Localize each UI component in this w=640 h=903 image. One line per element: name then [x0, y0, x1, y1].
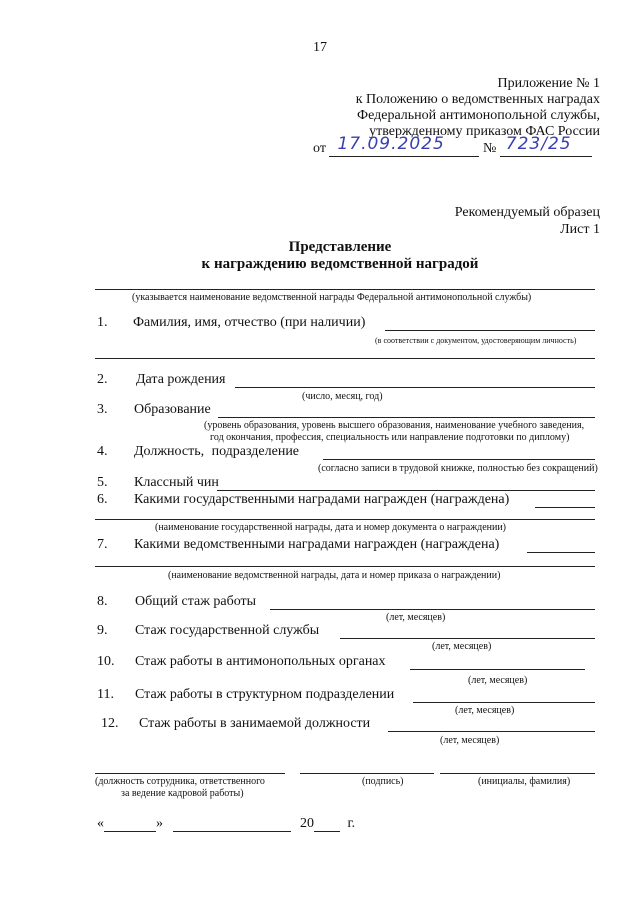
field-1-continuation-line[interactable]	[95, 358, 595, 359]
field-1-input-line[interactable]	[385, 330, 595, 331]
field-6-caption: (наименование государственной награды, дата и номер документа о награждении)	[155, 522, 507, 533]
field-3	[97, 402, 211, 418]
name-signature-line[interactable]	[440, 773, 595, 774]
field-9-caption: (лет, месяцев)	[432, 641, 492, 652]
appendix-date-row	[313, 134, 592, 157]
field-number: 8.	[97, 594, 108, 609]
field-number: 4.	[97, 444, 108, 459]
appendix-line-2: к Положению о ведомственных наградах	[355, 92, 600, 107]
field-7-continuation-line[interactable]	[95, 566, 595, 567]
field-label: Стаж работы в структурном подразделении	[135, 687, 395, 702]
field-label: Какими ведомственными наградами награжден (награждена)	[134, 537, 500, 552]
date-row	[97, 815, 355, 832]
field-label: Должность, подразделение	[134, 444, 300, 459]
handwritten-number: 723/25	[505, 134, 572, 154]
field-4-caption: (согласно записи в трудовой книжке, полностью без сокращений)	[318, 463, 598, 474]
page-number: 17	[313, 40, 327, 55]
date-close-quote: »	[156, 816, 163, 831]
field-8-input-line[interactable]	[270, 609, 595, 610]
sheet-label: Лист 1	[560, 222, 600, 237]
field-label: Общий стаж работы	[135, 594, 257, 609]
field-6-continuation-line[interactable]	[95, 519, 595, 520]
ot-label: от	[313, 141, 326, 156]
field-label: Стаж работы в антимонопольных органах	[135, 654, 386, 669]
field-number: 3.	[97, 402, 108, 417]
field-7	[97, 537, 499, 553]
field-8-caption: (лет, месяцев)	[386, 612, 446, 623]
field-5	[97, 475, 219, 491]
sample-label: Рекомендуемый образец	[454, 205, 600, 220]
field-number: 6.	[97, 492, 108, 507]
field-1-caption: (в соответствии с документом, удостоверяющим личность)	[375, 336, 577, 345]
field-9	[97, 623, 319, 639]
field-3-input-line[interactable]	[218, 417, 595, 418]
field-6	[97, 492, 509, 508]
field-4	[97, 444, 299, 460]
appendix-line-4: утвержденному приказом ФАС России	[369, 124, 600, 139]
field-number: 2.	[97, 372, 108, 387]
field-label: Дата рождения	[136, 372, 226, 387]
field-3-caption-2: год окончания, профессия, специальность или направление подготовки по диплому)	[210, 432, 570, 443]
field-label: Классный чин	[134, 475, 219, 490]
document-title: Представление	[288, 239, 392, 255]
appendix-line-1: Приложение № 1	[497, 76, 600, 91]
field-7-input-line[interactable]	[527, 552, 595, 553]
date-line	[329, 134, 479, 157]
field-2	[97, 372, 226, 388]
field-10-caption: (лет, месяцев)	[468, 675, 528, 686]
appendix-line-3: Федеральной антимонопольной службы,	[357, 108, 600, 123]
field-9-input-line[interactable]	[340, 638, 595, 639]
field-number: 9.	[97, 623, 108, 638]
field-11-caption: (лет, месяцев)	[455, 705, 515, 716]
field-label: Какими государственными наградами награжден (награждена)	[134, 492, 510, 507]
handwritten-date: 17.09.2025	[337, 134, 445, 154]
field-number: 11.	[97, 687, 114, 702]
date-open-quote: «	[97, 816, 104, 831]
field-10-input-line[interactable]	[410, 669, 585, 670]
name-caption: (инициалы, фамилия)	[478, 776, 571, 787]
month-input-line[interactable]	[173, 815, 291, 832]
number-line	[500, 134, 592, 157]
field-1	[97, 315, 365, 331]
field-12-caption: (лет, месяцев)	[440, 735, 500, 746]
field-number: 1.	[97, 315, 108, 330]
award-name-line	[95, 289, 595, 290]
field-6-input-line[interactable]	[535, 507, 595, 508]
year-input-line[interactable]	[314, 815, 340, 832]
position-caption: (должность сотрудника, ответственного	[95, 776, 265, 787]
position-signature-line[interactable]	[95, 773, 285, 774]
field-3-caption: (уровень образования, уровень высшего образования, наименование учебного заведения,	[204, 420, 585, 431]
field-12	[101, 716, 370, 732]
award-caption: (указывается наименование ведомственной награды Федеральной антимонопольной службы)	[132, 292, 532, 303]
field-12-input-line[interactable]	[388, 731, 595, 732]
field-label: Стаж государственной службы	[135, 623, 320, 638]
year-prefix: 20	[300, 816, 314, 831]
field-label: Образование	[134, 402, 211, 417]
field-7-caption: (наименование ведомственной награды, дата и номер приказа о награждении)	[168, 570, 501, 581]
field-number: 7.	[97, 537, 108, 552]
field-8	[97, 594, 256, 610]
field-number: 10.	[97, 654, 115, 669]
signature-line[interactable]	[300, 773, 434, 774]
field-4-input-line[interactable]	[323, 459, 595, 460]
field-11	[97, 687, 394, 703]
field-2-input-line[interactable]	[235, 387, 595, 388]
position-caption-2: за ведение кадровой работы)	[121, 788, 244, 799]
day-input-line[interactable]	[104, 815, 156, 832]
document-subtitle: к награждению ведомственной наградой	[201, 256, 479, 272]
field-number: 5.	[97, 475, 108, 490]
field-2-caption: (число, месяц, год)	[302, 391, 383, 402]
field-5-input-line[interactable]	[217, 490, 595, 491]
field-label: Фамилия, имя, отчество (при наличии)	[133, 315, 366, 330]
no-label: №	[482, 141, 497, 156]
signature-caption: (подпись)	[362, 776, 404, 787]
field-number: 12.	[101, 716, 119, 731]
field-10	[97, 654, 386, 670]
year-suffix: г.	[347, 816, 356, 831]
field-11-input-line[interactable]	[413, 702, 595, 703]
field-label: Стаж работы в занимаемой должности	[139, 716, 371, 731]
